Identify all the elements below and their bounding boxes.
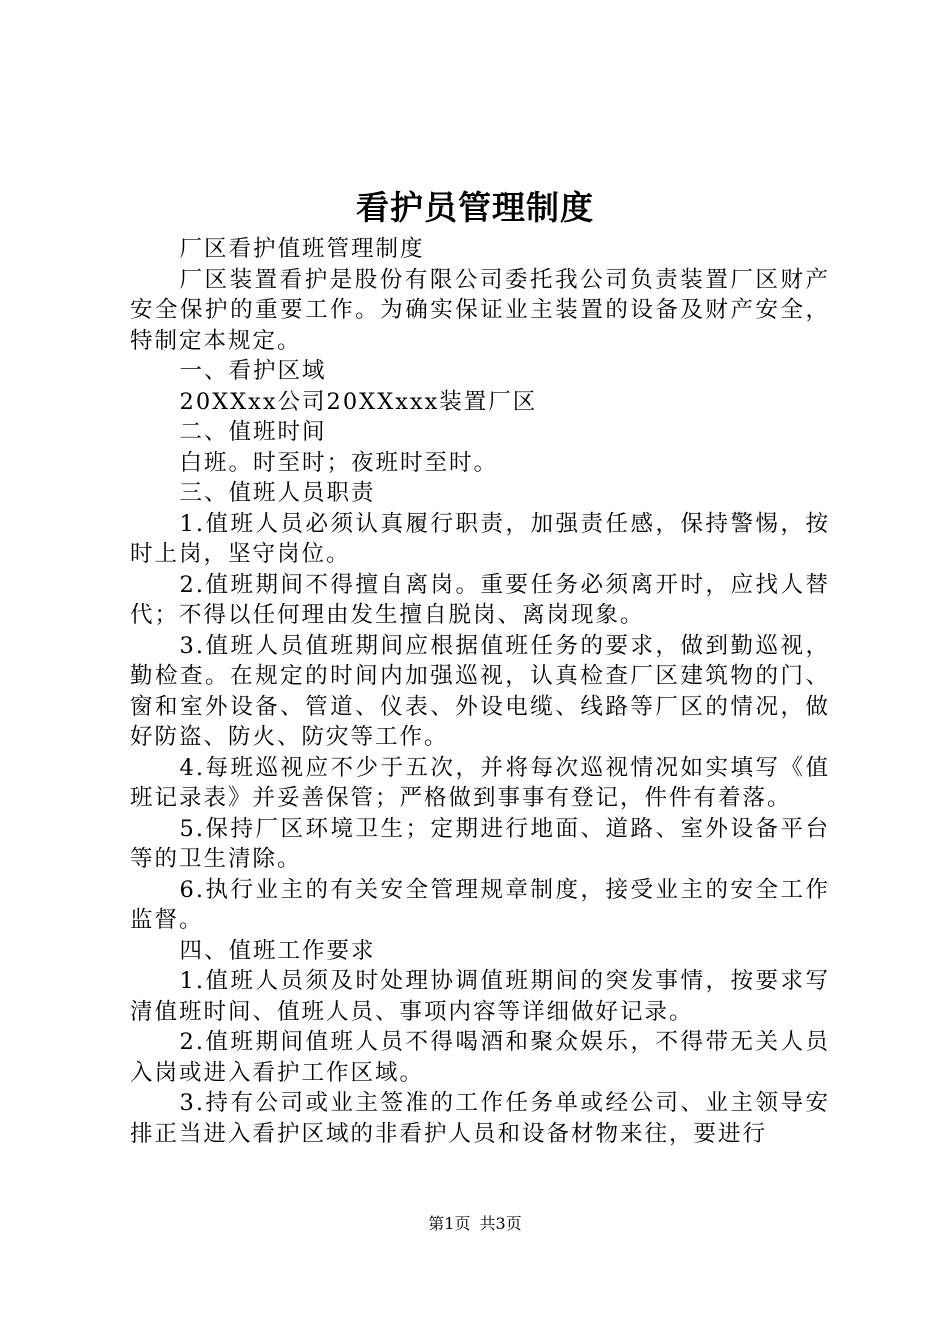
paragraph-duty-1: 1.值班人员必须认真履行职责，加强责任感，保持警惕，按时上岗，坚守岗位。 [130, 510, 830, 567]
paragraph-time: 白班。时至时；夜班时至时。 [179, 449, 499, 476]
paragraph-intro: 厂区装置看护是股份有限公司委托我公司负责装置厂区财产安全保护的重要工作。为确实保证业主装置的设备及财产安全，特制定本规定。 [130, 266, 830, 354]
document-body [130, 234, 830, 1149]
section-heading-requirements: 四、值班工作要求 [179, 937, 376, 964]
paragraph-subtitle: 厂区看护值班管理制度 [179, 236, 425, 262]
page-total: 共3页 [479, 1214, 522, 1233]
paragraph-duty-4: 4.每班巡视应不少于五次，并将每次巡视情况如实填写《值班记录表》并妥善保管；严格做到事事有登记，件件有着落。 [130, 754, 830, 811]
paragraph-requirement-3: 3.持有公司或业主签准的工作任务单或经公司、业主领导安排正当进入看护区域的非看护人员和设备材物来往，要进行 [130, 1090, 830, 1147]
paragraph-requirement-2: 2.值班期间值班人员不得喝酒和聚众娱乐，不得带无关人员入岗或进入看护工作区域。 [130, 1029, 830, 1086]
paragraph-duty-5: 5.保持厂区环境卫生；定期进行地面、道路、室外设备平台等的卫生清除。 [130, 815, 830, 872]
section-heading-duties: 三、值班人员职责 [179, 480, 376, 506]
paragraph-duty-6: 6.执行业主的有关安全管理规章制度，接受业主的安全工作监督。 [130, 876, 830, 933]
paragraph-requirement-1: 1.值班人员须及时处理协调值班期间的突发事情，按要求写清值班时间、值班人员、事项内容等详细做好记录。 [130, 968, 830, 1025]
paragraph-duty-3: 3.值班人员值班期间应根据值班任务的要求，做到勤巡视，勤检查。在规定的时间内加强巡视，认真检查厂区建筑物的门、窗和室外设备、管道、仪表、外设电缆、线路等厂区的情况，做好防盗、防火、防灾等工作。 [130, 632, 830, 750]
paragraph-area: 20XXxx公司20XXxxx装置厂区 [179, 388, 538, 415]
document-title: 看护员管理制度 [356, 188, 594, 227]
paragraph-duty-2: 2.值班期间不得擅自离岗。重要任务必须离开时，应找人替代；不得以任何理由发生擅自脱岗、离岗现象。 [130, 571, 830, 628]
section-heading-time: 二、值班时间 [179, 419, 327, 445]
page-footer [0, 1213, 950, 1235]
section-heading-area: 一、看护区域 [179, 358, 327, 384]
page-number: 第1页 [428, 1214, 471, 1233]
